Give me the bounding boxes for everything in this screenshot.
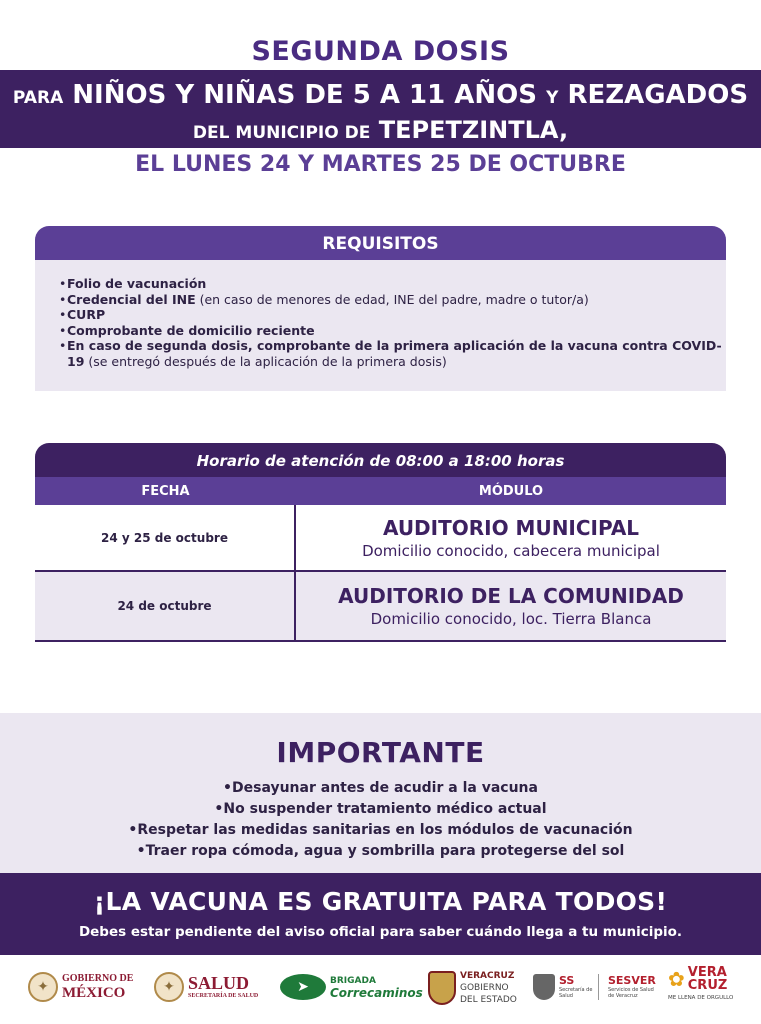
schedule-header-row [35,477,726,505]
modulo-name: AUDITORIO MUNICIPAL [382,515,640,540]
column-header-modulo: MÓDULO [478,484,544,499]
logo-strip [0,962,761,1016]
flower-icon: ✿ [668,967,685,991]
official-notice: Debes estar pendiente del aviso oficial para saber cuándo llega a tu municipio. [78,924,683,940]
page-title: SEGUNDA DOSIS [251,36,510,67]
modulo-address: Domicilio conocido, loc. Tierra Blanca [370,610,652,628]
gobierno-mexico-logo: ✦ GOBIERNO DE MÉXICO [28,972,133,1002]
requisito-item: • CURP [59,307,726,323]
veracruz-orgullo-logo: ✿ VERA CRUZ ME LLENA DE ORGULLO [668,965,734,1001]
salud-logo: ✦ SALUD SECRETARÍA DE SALUD [154,972,258,1002]
importante-item: •No suspender tratamiento médico actual [214,801,547,817]
table-row [35,505,726,572]
header-small-text: Y [546,88,559,108]
importante-item: •Desayunar antes de acudir a la vacuna [223,780,538,796]
column-header-fecha: FECHA [141,484,190,499]
requisitos-title: REQUISITOS [35,226,726,260]
header-dates: EL LUNES 24 Y MARTES 25 DE OCTUBRE [135,152,626,177]
row-modulo [296,572,726,640]
header-municipio: TEPETZINTLA, [378,116,569,144]
header-small-text: PARA [12,88,64,108]
header-small-text: DEL MUNICIPIO DE [192,123,371,143]
ss-shield-icon [533,974,555,1000]
table-row [35,572,726,642]
header-rezagados: REZAGADOS [567,80,749,110]
requisito-item: • En caso de segunda dosis, comprobante de la primera aplicación de la vacuna contra COVID-19 (se entregó después de la aplicación de la primera dosis) [59,338,726,369]
requisito-item: • Comprobante de domicilio reciente [59,323,726,339]
modulo-name: AUDITORIO DE LA COMUNIDAD [338,584,684,608]
row-modulo [296,505,726,570]
roadrunner-icon: ➤ [280,974,326,1000]
free-vaccine-slogan: ¡LA VACUNA ES GRATUITA PARA TODOS! [93,887,668,916]
requisitos-list [35,260,726,369]
row-fecha: 24 y 25 de octubre [35,505,296,570]
eagle-seal-icon: ✦ [154,972,184,1002]
importante-item: •Traer ropa cómoda, agua y sombrilla para protegerse del sol [136,843,625,859]
importante-list [0,778,761,862]
brigada-correcaminos-logo: ➤ BRIGADA Correcaminos [280,974,423,1000]
header-line-1 [0,80,761,110]
eagle-seal-icon: ✦ [28,972,58,1002]
row-fecha: 24 de octubre [35,572,296,640]
requisitos-box [35,226,726,391]
veracruz-gobierno-logo: VERACRUZ GOBIERNO DEL ESTADO [428,970,517,1006]
requisito-item: • Folio de vacunación [59,276,726,292]
logo-divider [598,974,599,1000]
ss-sesver-logo: SS Secretaría de Salud SESVER Servicios de Salud de Veracruz [533,974,660,1000]
requisito-item: • Credencial del INE (en caso de menores de edad, INE del padre, madre o tutor/a) [59,292,726,308]
importante-title: IMPORTANTE [276,736,485,769]
schedule-table [35,443,726,642]
state-shield-icon [428,971,456,1005]
modulo-address: Domicilio conocido, cabecera municipal [362,541,660,560]
header-line-2 [0,116,761,144]
importante-item: •Respetar las medidas sanitarias en los módulos de vacunación [128,822,633,838]
header-audience: NIÑOS Y NIÑAS DE 5 A 11 AÑOS [72,80,537,110]
schedule-title: Horario de atención de 08:00 a 18:00 horas [35,443,726,477]
